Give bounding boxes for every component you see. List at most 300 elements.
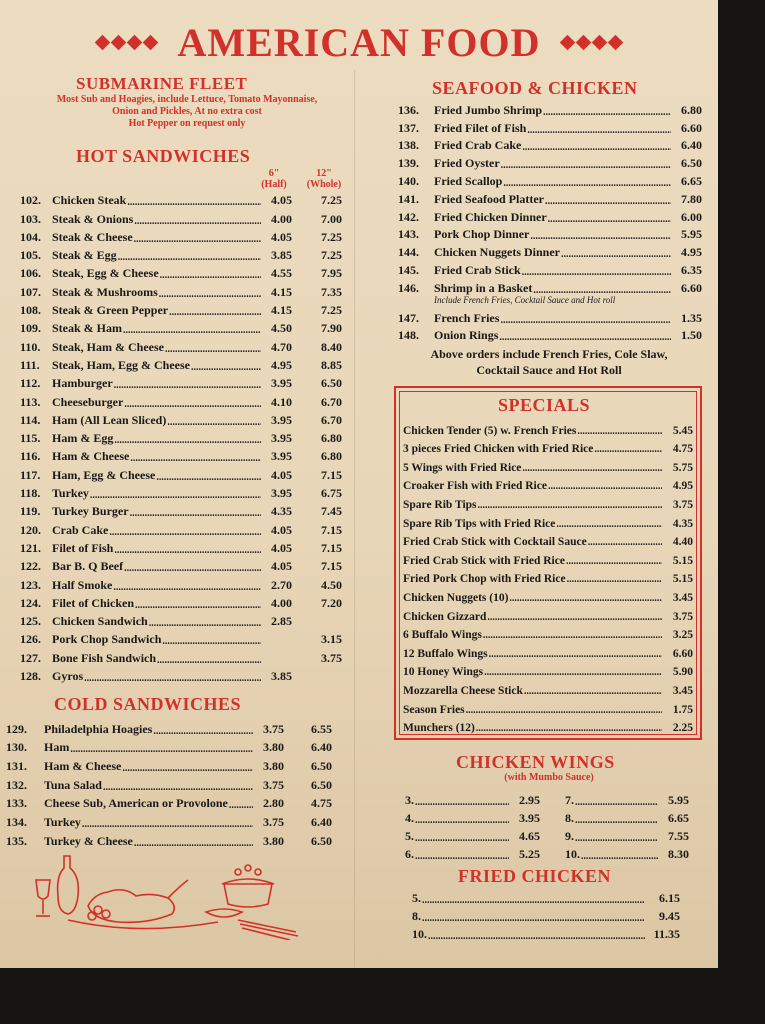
item-name: 3. — [405, 793, 414, 807]
item-price: 6.15 — [659, 891, 680, 905]
special-item-row — [403, 474, 693, 493]
item-number: 117. — [20, 467, 41, 482]
dot-leader — [522, 267, 671, 278]
item-price: 2.25 — [672, 722, 693, 735]
item-name: 6 Buffalo Wings — [403, 629, 482, 642]
item-price: 4.65 — [519, 829, 540, 843]
item-name: Spare Rib Tips — [403, 498, 477, 511]
item-number: 120. — [20, 522, 41, 537]
menu-item-row — [20, 519, 342, 537]
dot-leader — [130, 508, 261, 519]
item-number: 135. — [6, 833, 27, 848]
item-price: 8.40 — [321, 339, 342, 354]
item-name: 10. — [412, 927, 427, 941]
seafood-note-line: Above orders include French Fries, Cole Slaw, — [430, 347, 668, 361]
item-price: 7.55 — [668, 829, 689, 843]
item-price: 6.50 — [681, 156, 702, 171]
item-price: 4.50 — [321, 577, 342, 592]
item-name: Fried Crab Cake — [434, 138, 522, 153]
diamond-ornament-icon — [562, 37, 621, 48]
item-price: 7.25 — [321, 229, 342, 244]
food-illustration-icon — [28, 850, 308, 940]
item-name: 8. — [412, 909, 421, 923]
item-price: 3.80 — [263, 759, 284, 774]
dot-leader — [415, 833, 509, 844]
dot-leader — [114, 380, 261, 391]
special-item-row — [403, 604, 693, 623]
item-price: 6.40 — [311, 740, 332, 755]
page-title: AMERICAN FOOD — [177, 19, 541, 65]
item-price: 6.80 — [681, 102, 702, 117]
dot-leader — [149, 618, 261, 629]
diamond-ornament-icon — [97, 37, 156, 48]
special-item-row — [403, 641, 693, 660]
item-name: Pork Chop Sandwich — [52, 632, 162, 647]
item-price: 7.95 — [321, 266, 342, 281]
special-item-row — [403, 585, 693, 604]
menu-item-row — [20, 336, 342, 354]
menu-item-row — [20, 666, 342, 684]
item-number: 121. — [20, 540, 41, 555]
submarine-note-line: Onion and Pickles, At no extra cost — [112, 106, 262, 117]
wing-count-row — [565, 790, 689, 808]
dot-leader — [588, 537, 662, 548]
submarine-note-line: Hot Pepper on request only — [128, 118, 246, 129]
item-number: 119. — [20, 504, 41, 519]
item-price: 6.35 — [681, 262, 702, 277]
special-item-row — [403, 548, 693, 567]
item-price: 6.50 — [311, 833, 332, 848]
item-price: 4.05 — [271, 229, 292, 244]
item-name: Fried Crab Stick — [434, 262, 521, 277]
item-name: Ham & Cheese — [44, 759, 122, 774]
item-number: 134. — [6, 815, 27, 830]
item-price: 3.95 — [271, 449, 292, 464]
dot-leader — [82, 819, 253, 830]
item-name: Hamburger — [52, 376, 113, 391]
item-number: 143. — [398, 227, 419, 242]
item-price: 4.35 — [271, 504, 292, 519]
item-price: 8.85 — [321, 357, 342, 372]
item-number: 113. — [20, 394, 41, 409]
menu-item-row — [20, 410, 342, 428]
item-price: 8.30 — [668, 847, 689, 861]
seafood-note-line: Cocktail Sauce and Hot Roll — [476, 363, 622, 377]
basket-note: Include French Fries, Cocktail Sauce and Hot roll — [434, 294, 616, 305]
item-price: 3.75 — [672, 610, 693, 623]
item-price: 7.15 — [321, 559, 342, 574]
item-price: 6.60 — [672, 647, 693, 660]
dot-leader — [160, 270, 261, 281]
dot-leader — [229, 800, 253, 811]
item-price: 3.45 — [672, 591, 693, 604]
dot-leader — [157, 655, 261, 666]
item-price: 2.95 — [519, 793, 540, 807]
item-price: 7.00 — [321, 211, 342, 226]
item-name: Ham (All Lean Sliced) — [52, 412, 167, 427]
item-number: 133. — [6, 796, 27, 811]
menu-item-row — [6, 737, 332, 756]
submarine-note-line: Most Sub and Hoagies, include Lettuce, Tomato Mayonnaise, — [56, 94, 318, 105]
item-name: Steak & Onions — [52, 211, 134, 226]
chicken-wings-heading: CHICKEN WINGS — [456, 752, 615, 772]
item-name: 8. — [565, 811, 574, 825]
menu-item-row — [20, 300, 342, 318]
dot-leader — [123, 325, 261, 336]
menu-item-row — [398, 118, 702, 136]
dot-leader — [153, 726, 253, 737]
item-number: 124. — [20, 595, 41, 610]
item-number: 131. — [6, 759, 27, 774]
item-name: Ham — [44, 740, 70, 755]
item-price: 5.45 — [672, 424, 693, 437]
wing-count-row — [405, 808, 540, 826]
dot-leader — [134, 234, 261, 245]
half-size-label: 6" — [268, 168, 280, 179]
item-price: 4.55 — [271, 266, 292, 281]
menu-item-row — [20, 556, 342, 574]
item-price: 4.95 — [672, 480, 693, 493]
item-number: 122. — [20, 559, 41, 574]
dot-leader — [566, 556, 662, 567]
item-name: Munchers (12) — [403, 722, 475, 735]
item-price: 2.80 — [263, 796, 284, 811]
item-price: 4.95 — [271, 357, 292, 372]
dot-leader — [159, 289, 261, 300]
item-price: 6.80 — [321, 431, 342, 446]
item-price: 6.60 — [681, 120, 702, 135]
menu-item-row — [20, 263, 342, 281]
menu-item-row — [398, 278, 702, 305]
dot-leader — [191, 362, 261, 373]
item-price: 5.95 — [668, 793, 689, 807]
item-price: 6.80 — [321, 449, 342, 464]
menu-item-row — [398, 100, 702, 118]
item-name: 5 Wings with Fried Rice — [403, 461, 522, 474]
dot-leader — [70, 744, 253, 755]
item-name: Steak & Green Pepper — [52, 303, 169, 318]
seafood-orders-note — [394, 346, 704, 378]
item-name: Cheese Sub, American or Provolone — [44, 796, 228, 811]
item-price: 4.00 — [271, 595, 292, 610]
dot-leader — [548, 481, 662, 492]
dot-leader — [103, 782, 253, 793]
menu-item-row — [20, 629, 342, 647]
dot-leader — [428, 931, 645, 942]
item-price: 3.95 — [271, 376, 292, 391]
dot-leader — [135, 600, 261, 611]
dot-leader — [575, 833, 658, 844]
item-number: 138. — [398, 138, 419, 153]
special-item-row — [403, 623, 693, 642]
dot-leader — [422, 913, 645, 924]
item-price: 6.50 — [311, 759, 332, 774]
item-price: 6.65 — [681, 173, 702, 188]
menu-item-row — [20, 647, 342, 665]
item-name: Philadelphia Hoagies — [44, 721, 153, 736]
special-item-row — [403, 418, 693, 437]
item-price: 6.75 — [321, 486, 342, 501]
item-number: 108. — [20, 303, 41, 318]
menu-item-row — [20, 355, 342, 373]
menu-item-row — [20, 464, 342, 482]
dot-leader — [130, 453, 261, 464]
item-number: 110. — [20, 339, 41, 354]
item-name: Chicken Tender (5) w. French Fries — [403, 424, 577, 437]
item-number: 105. — [20, 248, 41, 263]
item-name: Chicken Nuggets (10) — [403, 591, 509, 604]
menu-item-row — [6, 811, 332, 830]
whole-size-label: 12" — [316, 168, 332, 179]
cold-sandwiches-list — [6, 718, 332, 849]
item-price: 6.55 — [311, 721, 332, 736]
item-name: Fried Oyster — [434, 156, 500, 171]
item-name: Filet of Fish — [52, 540, 114, 555]
item-name: 5. — [412, 891, 421, 905]
item-name: 5. — [405, 829, 414, 843]
page-fold-divider — [354, 70, 356, 968]
item-number: 147. — [398, 310, 419, 325]
item-name: Steak, Ham, Egg & Cheese — [52, 357, 190, 372]
dot-leader — [522, 142, 671, 153]
dot-leader — [489, 649, 662, 660]
dot-leader — [162, 636, 261, 647]
menu-item-row — [398, 225, 702, 243]
item-number: 140. — [398, 173, 419, 188]
item-price: 4.05 — [271, 193, 292, 208]
item-name: Fried Pork Chop with Fried Rice — [403, 573, 566, 586]
item-price: 4.05 — [271, 540, 292, 555]
item-number: 137. — [398, 120, 419, 135]
dot-leader — [548, 214, 671, 225]
menu-item-row — [6, 755, 332, 774]
item-price: 6.40 — [681, 138, 702, 153]
dot-leader — [118, 252, 261, 263]
item-name: Steak & Cheese — [52, 229, 133, 244]
item-name: Chicken Nuggets Dinner — [434, 245, 561, 260]
menu-item-row — [20, 245, 342, 263]
item-price: 9.45 — [659, 909, 680, 923]
item-number: 146. — [398, 280, 419, 295]
item-number: 123. — [20, 577, 41, 592]
dot-leader — [545, 196, 671, 207]
item-number: 148. — [398, 328, 419, 343]
item-name: Turkey Burger — [52, 504, 129, 519]
dot-leader — [415, 851, 509, 862]
item-price: 7.35 — [321, 284, 342, 299]
item-price: 3.80 — [263, 740, 284, 755]
fried-chicken-row — [412, 888, 680, 906]
item-name: 3 pieces Fried Chicken with Fried Rice — [403, 443, 594, 456]
dot-leader — [466, 705, 662, 716]
item-name: Steak & Ham — [52, 321, 122, 336]
dot-leader — [415, 815, 509, 826]
item-price: 2.70 — [271, 577, 292, 592]
item-name: 7. — [565, 793, 574, 807]
item-price: 7.80 — [681, 191, 702, 206]
title-row — [0, 14, 718, 70]
item-name: Onion Rings — [434, 328, 499, 343]
item-price: 5.25 — [519, 847, 540, 861]
item-price: 3.80 — [263, 833, 284, 848]
item-name: Fried Filet of Fish — [434, 120, 527, 135]
dot-leader — [594, 444, 662, 455]
menu-item-row — [398, 153, 702, 171]
item-name: Mozzarella Cheese Stick — [403, 684, 523, 697]
item-price: 1.35 — [681, 310, 702, 325]
item-price: 11.35 — [653, 927, 680, 941]
menu-item-row — [20, 281, 342, 299]
item-price: 3.75 — [321, 650, 342, 665]
hot-sandwiches-heading: HOT SANDWICHES — [76, 146, 251, 166]
chicken-wings-subheading: (with Mumbo Sauce) — [504, 772, 594, 783]
special-item-row — [403, 437, 693, 456]
dot-leader — [114, 435, 261, 446]
dot-leader — [501, 160, 671, 171]
dot-leader — [575, 797, 658, 808]
dot-leader — [156, 472, 261, 483]
item-number: 128. — [20, 669, 41, 684]
item-name: 6. — [405, 847, 414, 861]
item-name: Chicken Gizzard — [403, 610, 487, 623]
wing-count-row — [565, 826, 689, 844]
item-name: Steak, Egg & Cheese — [52, 266, 159, 281]
item-number: 129. — [6, 721, 27, 736]
item-name: Fried Crab Stick with Cocktail Sauce — [403, 536, 587, 549]
dot-leader — [500, 315, 671, 326]
dot-leader — [122, 763, 253, 774]
wing-count-row — [565, 808, 689, 826]
item-price: 7.15 — [321, 540, 342, 555]
item-number: 126. — [20, 632, 41, 647]
item-number: 102. — [20, 193, 41, 208]
item-name: Turkey — [44, 815, 81, 830]
dot-leader — [113, 582, 261, 593]
item-number: 144. — [398, 245, 419, 260]
dot-leader — [167, 417, 261, 428]
dot-leader — [499, 332, 671, 343]
dot-leader — [581, 851, 658, 862]
item-number: 103. — [20, 211, 41, 226]
item-name: Ham & Egg — [52, 431, 114, 446]
item-price: 3.75 — [672, 498, 693, 511]
dot-leader — [478, 500, 662, 511]
item-name: Crab Cake — [52, 522, 109, 537]
item-price: 1.75 — [672, 703, 693, 716]
item-price: 5.75 — [672, 461, 693, 474]
cold-sandwiches-heading: COLD SANDWICHES — [54, 694, 242, 714]
item-price: 4.15 — [271, 303, 292, 318]
item-name: Pork Chop Dinner — [434, 227, 530, 242]
item-price: 1.50 — [681, 328, 702, 343]
submarine-notes — [22, 94, 352, 130]
item-price: 6.40 — [311, 815, 332, 830]
seafood-chicken-heading: SEAFOOD & CHICKEN — [432, 78, 638, 98]
item-name: Tuna Salad — [44, 777, 102, 792]
item-number: 145. — [398, 262, 419, 277]
item-price: 6.60 — [681, 280, 702, 295]
dot-leader — [90, 490, 261, 501]
item-price: 4.75 — [672, 443, 693, 456]
item-name: Fried Seafood Platter — [434, 191, 544, 206]
item-price: 4.75 — [311, 796, 332, 811]
dot-leader — [124, 563, 261, 574]
item-price: 7.90 — [321, 321, 342, 336]
menu-item-row — [20, 446, 342, 464]
menu-item-row — [20, 538, 342, 556]
dot-leader — [114, 545, 261, 556]
special-item-row — [403, 492, 693, 511]
menu-item-row — [20, 391, 342, 409]
special-item-row — [403, 716, 693, 735]
dot-leader — [556, 519, 662, 530]
dot-leader — [483, 630, 662, 641]
hot-sandwiches-list — [20, 190, 342, 684]
menu-item-row — [20, 483, 342, 501]
item-price: 7.20 — [321, 595, 342, 610]
item-price: 7.25 — [321, 193, 342, 208]
wing-count-row — [405, 826, 540, 844]
item-number: 104. — [20, 229, 41, 244]
special-item-row — [403, 660, 693, 679]
item-price: 6.65 — [668, 811, 689, 825]
item-price: 4.05 — [271, 559, 292, 574]
item-price: 7.25 — [321, 248, 342, 263]
menu-item-row — [20, 373, 342, 391]
special-item-row — [403, 530, 693, 549]
item-price: 5.15 — [672, 554, 693, 567]
item-number: 111. — [20, 357, 40, 372]
item-number: 141. — [398, 191, 419, 206]
item-number: 139. — [398, 156, 419, 171]
half-column-header — [252, 168, 296, 190]
menu-item-row — [6, 793, 332, 812]
item-price: 3.85 — [271, 669, 292, 684]
item-number: 114. — [20, 412, 41, 427]
item-number: 116. — [20, 449, 41, 464]
item-name: Bar B. Q Beef — [52, 559, 124, 574]
fried-chicken-row — [412, 924, 680, 942]
item-name: Ham, Egg & Cheese — [52, 467, 156, 482]
item-number: 115. — [20, 431, 41, 446]
item-name: Steak, Ham & Cheese — [52, 339, 164, 354]
item-price: 6.50 — [321, 376, 342, 391]
dot-leader — [484, 667, 662, 678]
chicken-wings-right-column — [565, 790, 689, 862]
item-name: Chicken Steak — [52, 193, 127, 208]
dot-leader — [577, 426, 662, 437]
item-number: 136. — [398, 102, 419, 117]
item-price: 5.90 — [672, 666, 693, 679]
dot-leader — [422, 895, 645, 906]
chicken-wings-left-column — [405, 790, 540, 862]
item-price: 6.00 — [681, 209, 702, 224]
item-name: Turkey — [52, 486, 89, 501]
item-price: 4.15 — [271, 284, 292, 299]
item-number: 132. — [6, 777, 27, 792]
menu-item-row — [398, 326, 702, 344]
menu-item-row — [20, 501, 342, 519]
item-name: Croaker Fish with Fried Rice — [403, 480, 547, 493]
item-price: 4.00 — [271, 211, 292, 226]
item-price: 3.95 — [271, 486, 292, 501]
item-price: 4.95 — [681, 245, 702, 260]
menu-item-row — [398, 136, 702, 154]
whole-label: (Whole) — [306, 179, 342, 190]
item-name: Steak & Mushrooms — [52, 284, 158, 299]
menu-item-row — [20, 574, 342, 592]
fried-chicken-row — [412, 906, 680, 924]
